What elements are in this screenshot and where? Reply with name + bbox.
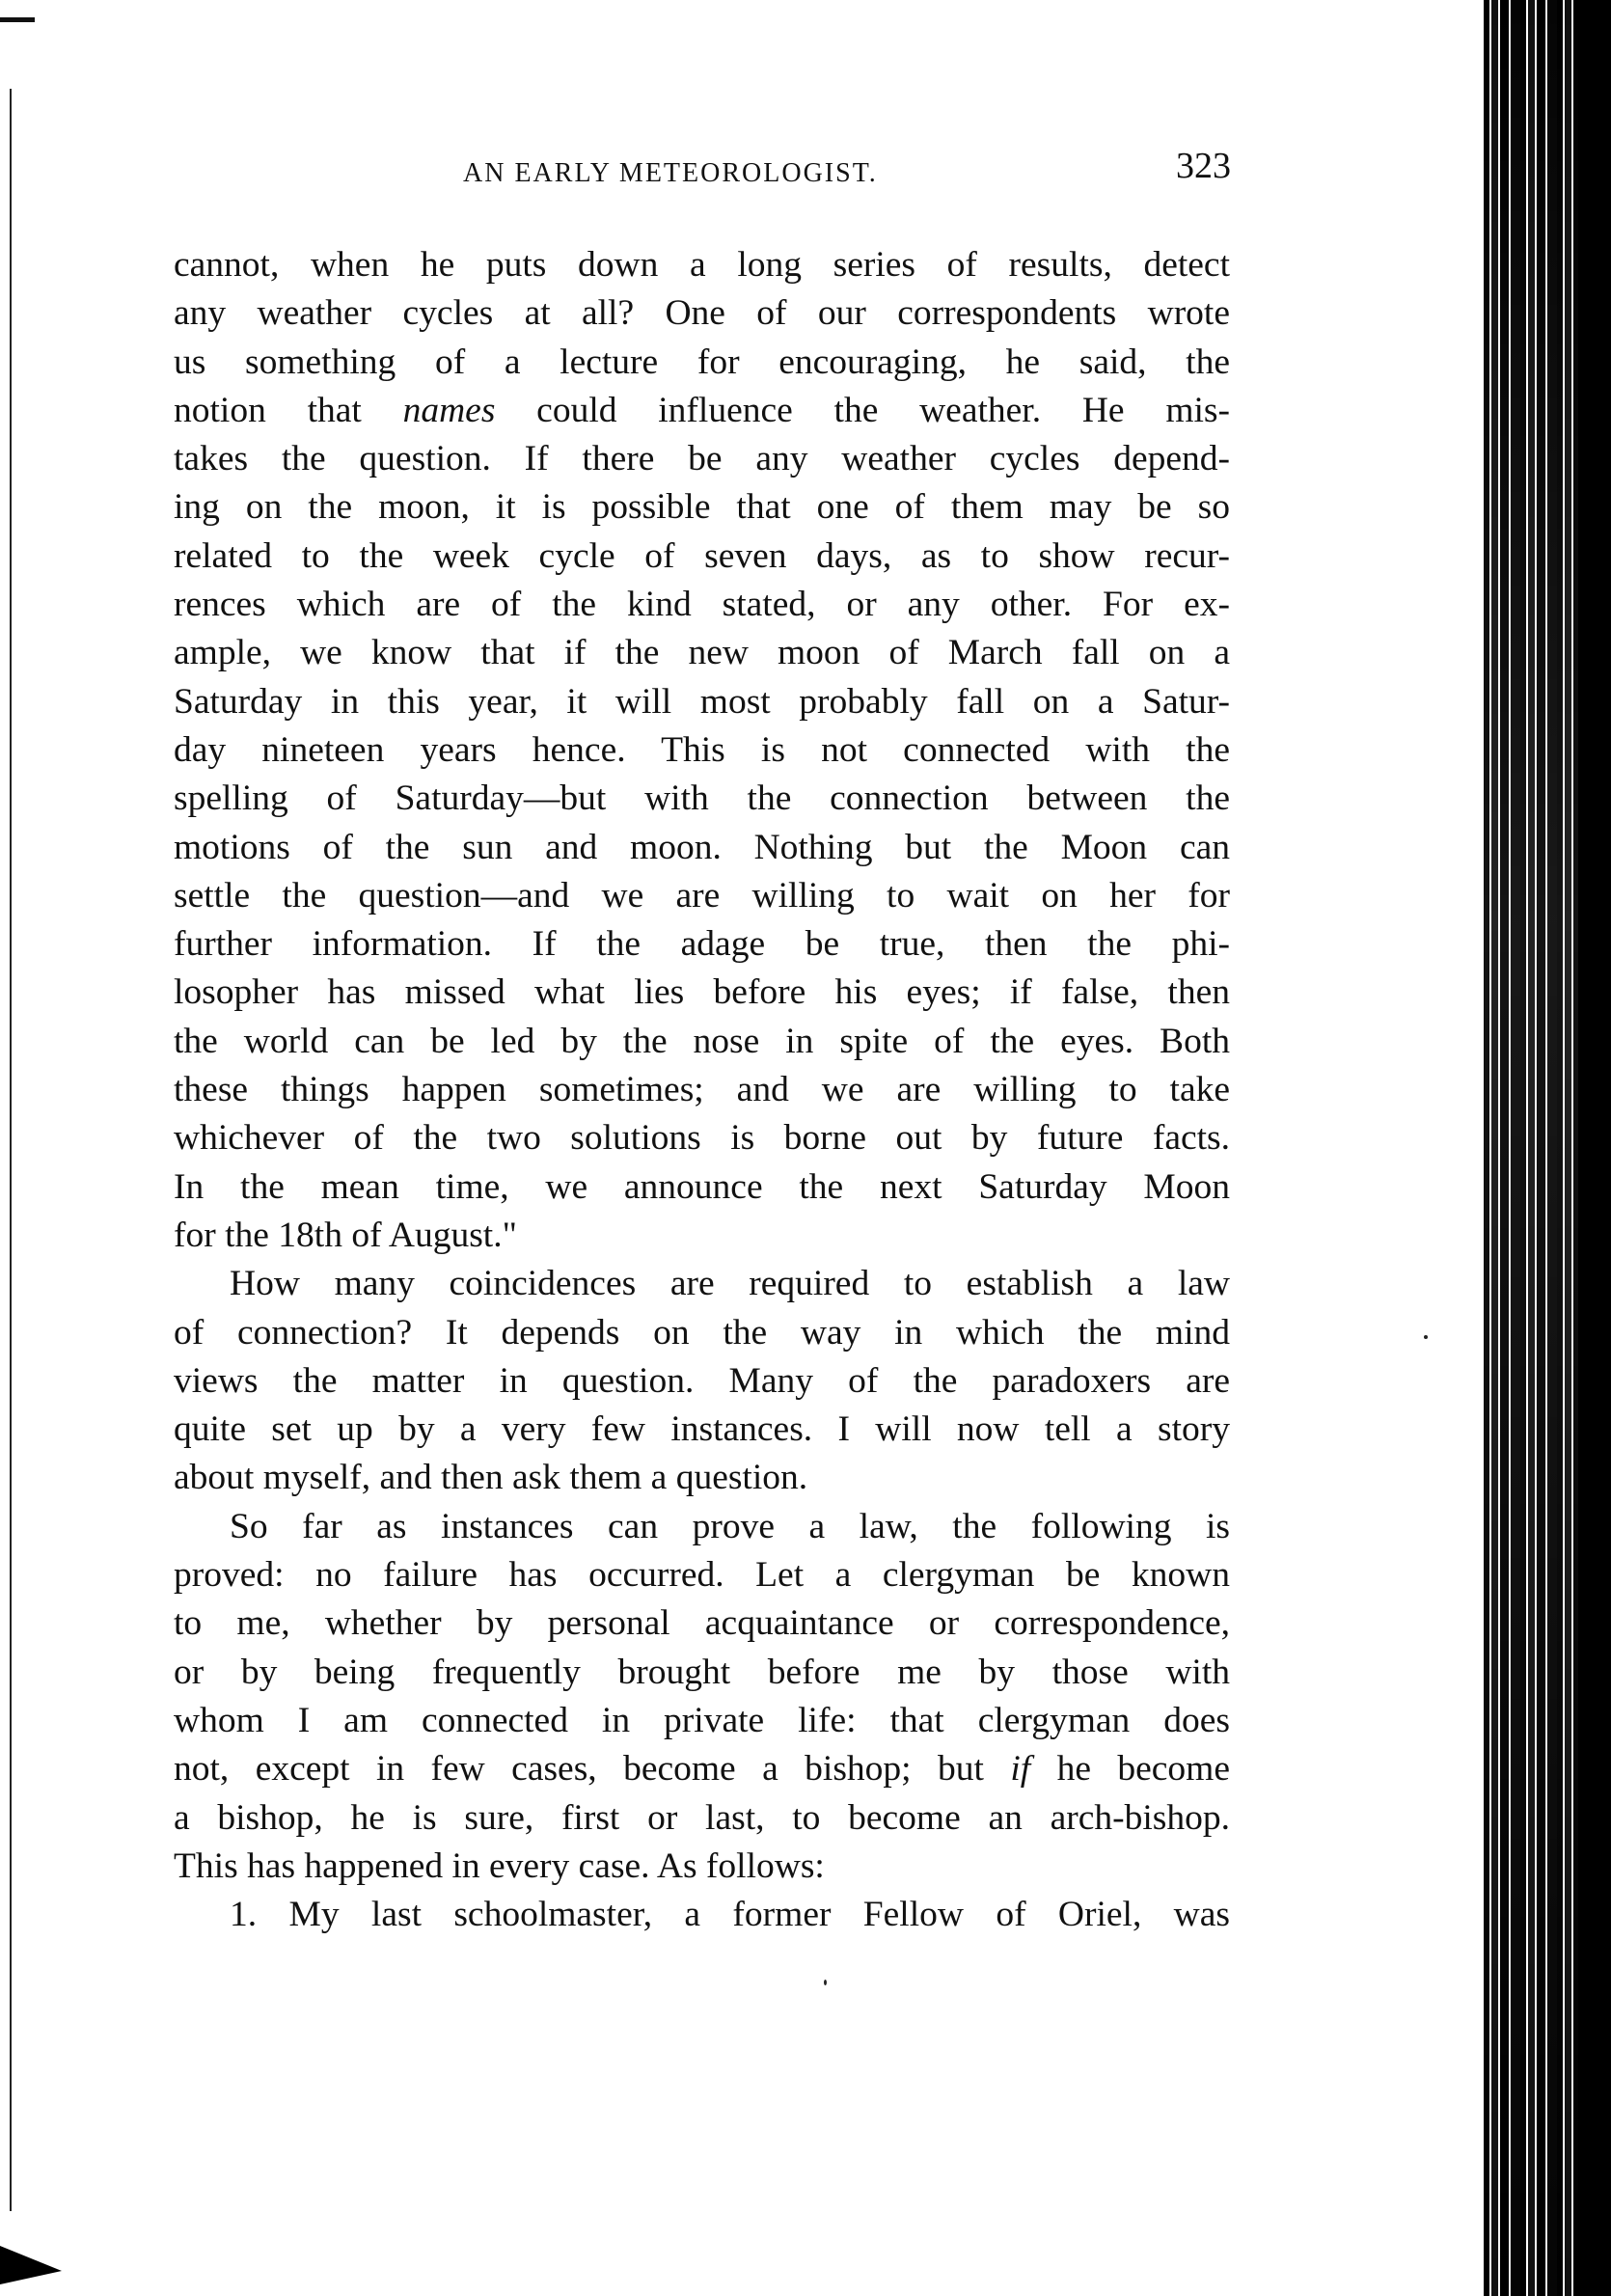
text-run: not, except in few cases, become a bishop; but	[174, 1749, 1011, 1790]
text-line: losopher has missed what lies before his eyes; if false, then	[174, 972, 1230, 1013]
scan-mark-top	[0, 17, 35, 22]
text-line: settle the question—and we are willing to wait on her for	[174, 875, 1230, 916]
text-run: could influence the weather. He mis-	[495, 390, 1230, 430]
text-line: motions of the sun and moon. Nothing but the Moon can	[174, 827, 1230, 867]
text-line: quite set up by a very few instances. I will now tell a story	[174, 1409, 1230, 1450]
scan-left-edge	[10, 89, 12, 2211]
text-line: for the 18th of August."	[174, 1215, 517, 1255]
paragraph-start-line: How many coincidences are required to establish a law	[230, 1264, 1230, 1304]
text-line: Saturday in this year, it will most probably fall on a Satur-	[174, 681, 1230, 722]
page-number: 323	[1176, 146, 1231, 186]
text-run: notion that	[174, 390, 403, 430]
text-line: further information. If the adage be true, then the phi-	[174, 924, 1230, 965]
text-line: proved: no failure has occurred. Let a clergyman be known	[174, 1555, 1230, 1596]
text-line: takes the question. If there be any weather cycles depend-	[174, 439, 1230, 479]
text-line	[174, 387, 1230, 435]
text-line: This has happened in every case. As follows:	[174, 1845, 825, 1886]
scan-corner-mark	[0, 2246, 62, 2284]
text-line: In the mean time, we announce the next Saturday Moon	[174, 1166, 1230, 1207]
binding-edge	[1484, 0, 1611, 2296]
italic-word: if	[1010, 1749, 1031, 1790]
text-line: whom I am connected in private life: that clergyman does	[174, 1700, 1230, 1740]
paragraph-start-line: 1. My last schoolmaster, a former Fellow of Oriel, was	[230, 1895, 1230, 1935]
text-line: us something of a lecture for encouraging, he said, the	[174, 342, 1230, 382]
running-head: AN EARLY METEOROLOGIST.	[463, 158, 878, 188]
scan-speck	[824, 1980, 827, 1985]
text-line: whichever of the two solutions is borne out by future facts.	[174, 1118, 1230, 1159]
text-line: these things happen sometimes; and we are willing to take	[174, 1070, 1230, 1110]
text-run: he become	[1030, 1749, 1230, 1790]
text-line: day nineteen years hence. This is not connected with the	[174, 729, 1230, 770]
text-line: about myself, and then ask them a question.	[174, 1458, 808, 1498]
text-line: a bishop, he is sure, first or last, to become an arch-bishop.	[174, 1797, 1230, 1838]
text-line: to me, whether by personal acquaintance or correspondence,	[174, 1603, 1230, 1644]
text-line: rences which are of the kind stated, or any other. For ex-	[174, 585, 1230, 625]
text-line: the world can be led by the nose in spite of the eyes. Both	[174, 1021, 1230, 1061]
text-line: ing on the moon, it is possible that one of them may be so	[174, 487, 1230, 528]
text-line: spelling of Saturday—but with the connection between the	[174, 779, 1230, 819]
text-line: any weather cycles at all? One of our correspondents wrote	[174, 293, 1230, 334]
scan-speck	[1424, 1335, 1428, 1339]
italic-word: names	[402, 390, 496, 430]
text-line: or by being frequently brought before me by those with	[174, 1652, 1230, 1692]
text-line: views the matter in question. Many of the paradoxers are	[174, 1360, 1230, 1401]
text-line: cannot, when he puts down a long series of results, detect	[174, 245, 1230, 285]
text-line: ample, we know that if the new moon of March fall on a	[174, 633, 1230, 673]
text-line: related to the week cycle of seven days, as to show recur-	[174, 535, 1230, 576]
page-header	[172, 145, 1231, 191]
text-line: of connection? It depends on the way in which the mind	[174, 1312, 1230, 1353]
body-text	[174, 241, 1230, 1939]
paragraph-start-line: So far as instances can prove a law, the following is	[230, 1506, 1230, 1546]
text-line	[174, 1745, 1230, 1793]
